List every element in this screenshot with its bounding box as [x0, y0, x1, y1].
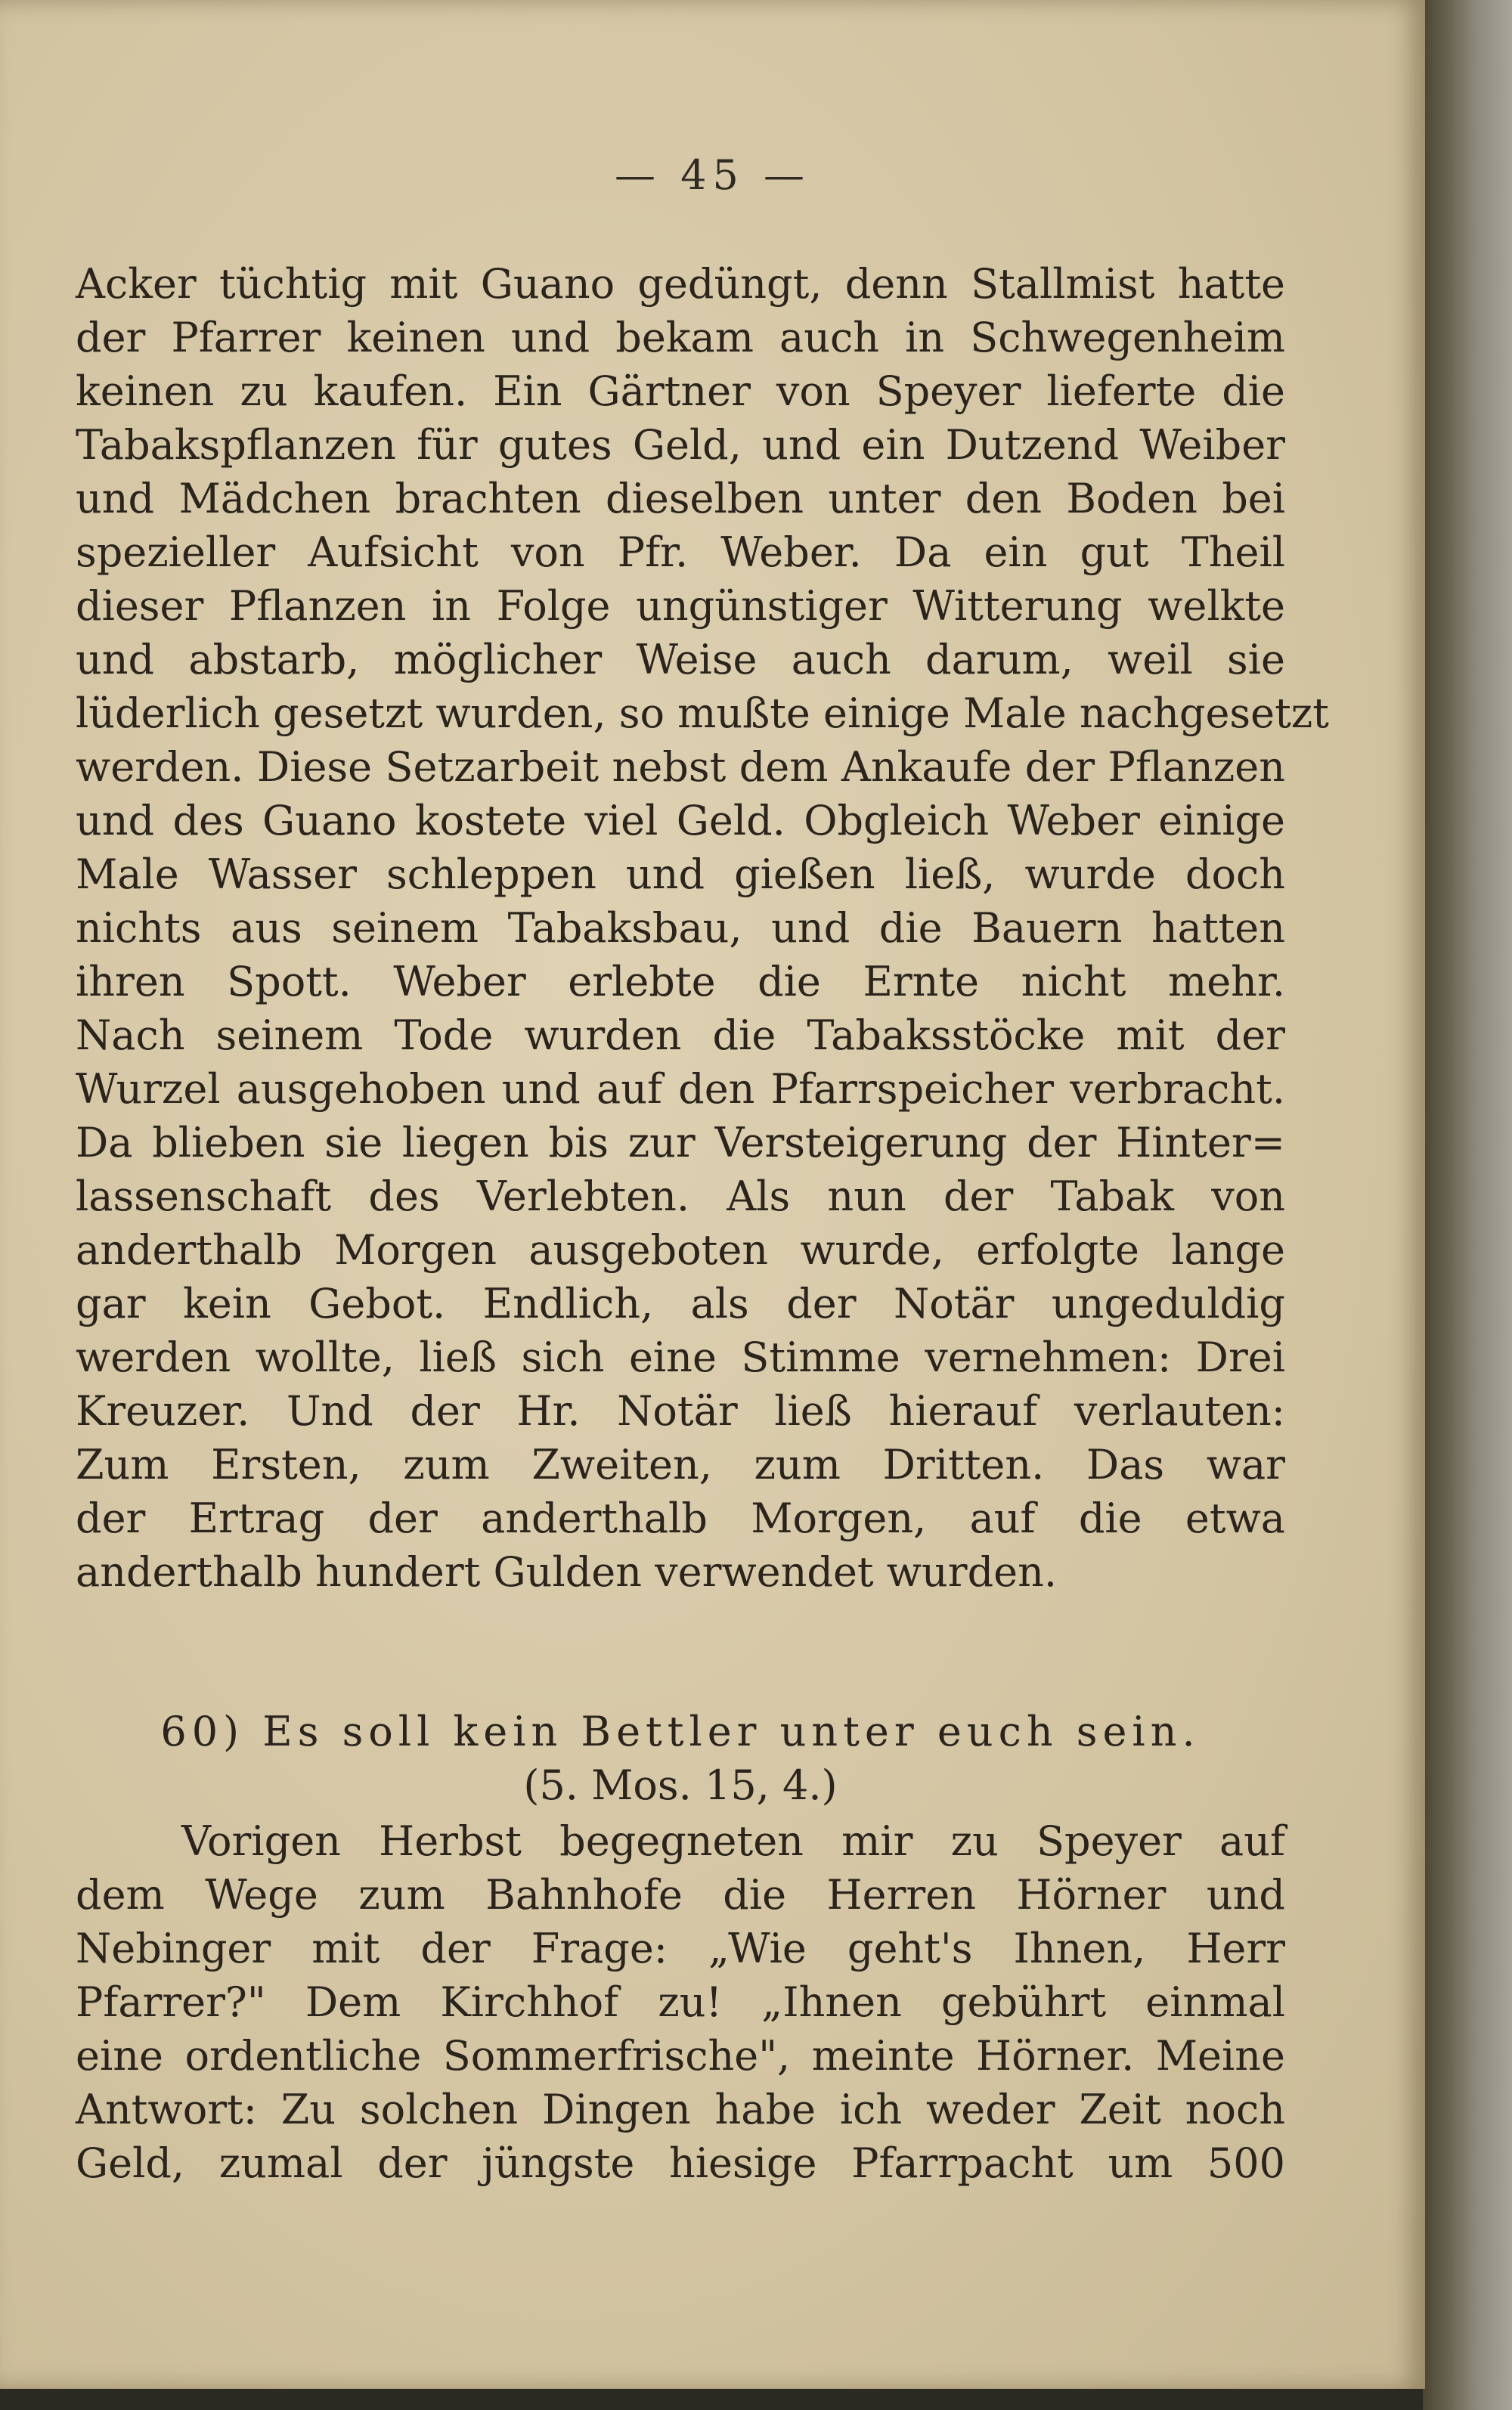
- text-line: Nach seinem Tode wurden die Tabaksstöcke mit der: [76, 1011, 1285, 1059]
- text-line: nichts aus seinem Tabaksbau, und die Bauern hatten: [76, 904, 1285, 952]
- text-line: Vorigen Herbst begegneten mir zu Speyer auf: [181, 1817, 1285, 1865]
- paragraph-1: [76, 257, 1329, 1599]
- text-line: Zum Ersten, zum Zweiten, zum Dritten. Das war: [76, 1441, 1285, 1488]
- text-line: Nebinger mit der Frage: „Wie geht's Ihnen, Herr: [76, 1925, 1285, 1972]
- text-line: gar kein Gebot. Endlich, als der Notär ungeduldig: [76, 1280, 1285, 1327]
- text-line: Acker tüchtig mit Guano gedüngt, denn Stallmist hatte: [76, 260, 1285, 308]
- text-line: Kreuzer. Und der Hr. Notär ließ hierauf verlauten:: [76, 1387, 1285, 1435]
- section-heading: [76, 1705, 1285, 1812]
- text-line: Geld, zumal der jüngste hiesige Pfarrpacht um 500: [76, 2139, 1285, 2187]
- book-binding-edge: [1423, 0, 1512, 2410]
- bible-reference: (5. Mos. 15, 4.): [523, 1761, 838, 1809]
- section-title: 60) Es soll kein Bettler unter euch sein.: [160, 1708, 1201, 1755]
- text-line: und des Guano kostete viel Geld. Obgleich Weber einige: [76, 797, 1285, 844]
- text-line: lassenschaft des Verlebten. Als nun der Tabak von: [76, 1172, 1285, 1220]
- text-line: dieser Pflanzen in Folge ungünstiger Witterung welkte: [76, 582, 1285, 630]
- text-line: und abstarb, möglicher Weise auch darum, weil sie: [76, 636, 1285, 683]
- text-line: lüderlich gesetzt wurden, so mußte einige Male nachgesetzt: [76, 689, 1329, 737]
- text-line: dem Wege zum Bahnhofe die Herren Hörner und: [76, 1871, 1285, 1919]
- text-line: werden. Diese Setzarbeit nebst dem Ankaufe der Pflanzen: [76, 743, 1285, 791]
- paragraph-2: [76, 1814, 1285, 2190]
- text-line: ihren Spott. Weber erlebte die Ernte nicht mehr.: [76, 958, 1285, 1005]
- text-line: Wurzel ausgehoben und auf den Pfarrspeicher verbracht.: [76, 1065, 1285, 1113]
- text-line: Male Wasser schleppen und gießen ließ, wurde doch: [76, 850, 1285, 898]
- page-number: — 45 —: [614, 151, 811, 199]
- text-line: Da blieben sie liegen bis zur Versteigerung der Hinter=: [76, 1119, 1285, 1166]
- text-line: spezieller Aufsicht von Pfr. Weber. Da ein gut Theil: [76, 528, 1285, 576]
- text-line: Pfarrer?" Dem Kirchhof zu! „Ihnen gebührt einmal: [76, 1978, 1285, 2026]
- text-line: Antwort: Zu solchen Dingen habe ich weder Zeit noch: [76, 2086, 1285, 2133]
- text-line: Tabakspflanzen für gutes Geld, und ein Dutzend Weiber: [76, 421, 1285, 469]
- text-line: eine ordentliche Sommerfrische", meinte Hörner. Meine: [76, 2032, 1285, 2080]
- text-line: der Pfarrer keinen und bekam auch in Schwegenheim: [76, 314, 1285, 361]
- text-line: und Mädchen brachten dieselben unter den Boden bei: [76, 475, 1285, 522]
- text-line: keinen zu kaufen. Ein Gärtner von Speyer lieferte die: [76, 367, 1285, 415]
- text-line: werden wollte, ließ sich eine Stimme vernehmen: Drei: [76, 1334, 1285, 1381]
- text-line: anderthalb Morgen ausgeboten wurde, erfolgte lange: [76, 1226, 1285, 1274]
- text-line: anderthalb hundert Gulden verwendet wurden.: [76, 1548, 1058, 1596]
- text-line: der Ertrag der anderthalb Morgen, auf die etwa: [76, 1495, 1285, 1542]
